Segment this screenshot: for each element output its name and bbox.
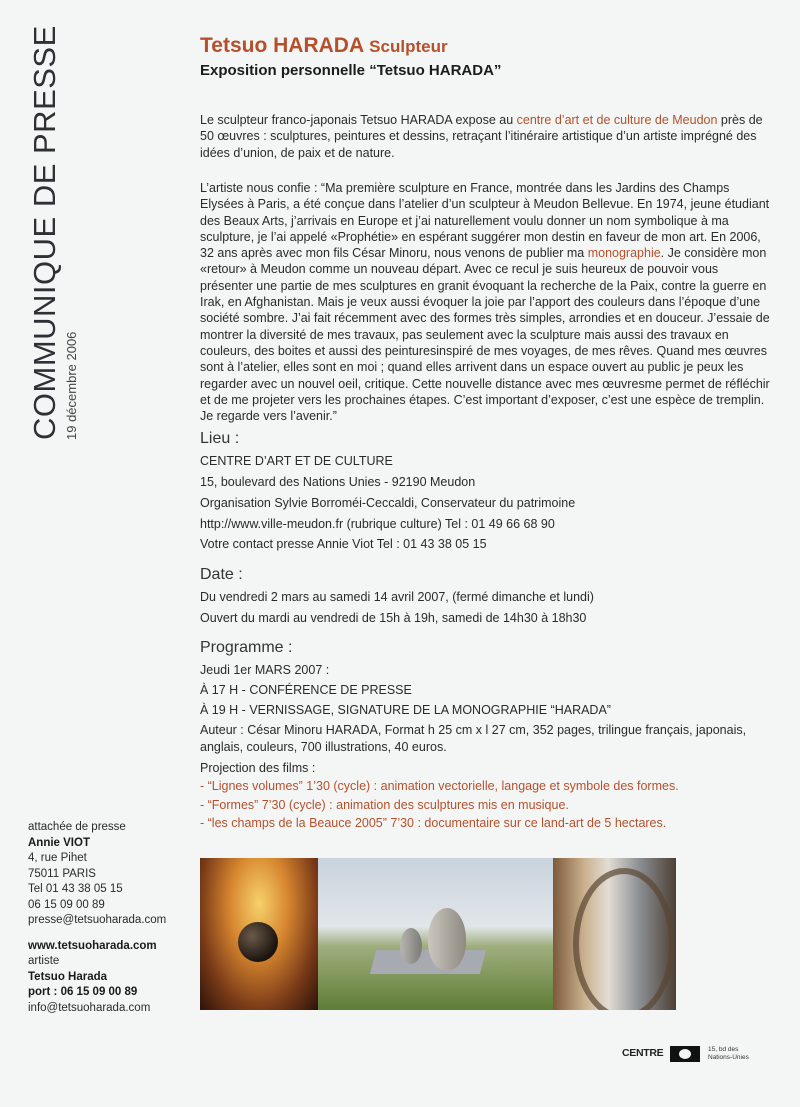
intro-paragraph bbox=[200, 112, 770, 161]
meudon-centre-link[interactable]: centre d’art et de culture de Meudon bbox=[516, 113, 718, 127]
press-city: 75011 PARIS bbox=[28, 867, 96, 880]
film-item: - “Lignes volumes” 1’30 (cycle) : animation vectorielle, langage et symbole des formes. bbox=[200, 779, 679, 793]
press-mobile: 06 15 09 00 89 bbox=[28, 898, 105, 911]
programme-event: À 17 H - CONFÉRENCE DE PRESSE bbox=[200, 683, 412, 697]
contact-sidebar bbox=[28, 820, 188, 1016]
date-line: Du vendredi 2 mars au samedi 14 avril 2007, (fermé dimanche et lundi) bbox=[200, 590, 594, 604]
lieu-line: CENTRE D’ART ET DE CULTURE bbox=[200, 454, 393, 468]
artist-name: Tetsuo HARADA bbox=[200, 34, 364, 57]
logo-address-line: Nations-Unies bbox=[708, 1054, 749, 1061]
programme-auteur: anglais, couleurs, 700 illustrations, 40 euros. bbox=[200, 740, 447, 754]
quote-paragraph bbox=[200, 180, 772, 424]
press-role: attachée de presse bbox=[28, 821, 126, 833]
artist-port: port : 06 15 09 00 89 bbox=[28, 986, 138, 998]
date-line: Ouvert du mardi au vendredi de 15h à 19h, samedi de 14h30 à 18h30 bbox=[200, 611, 587, 625]
monographie-link[interactable]: monographie bbox=[587, 246, 661, 261]
fire-sculpture-photo bbox=[200, 858, 318, 1010]
logo-word: CENTRE bbox=[622, 1047, 664, 1059]
programme-auteur: Auteur : César Minoru HARADA, Format h 25 cm x l 27 cm, 352 pages, trilingue français, japonais, bbox=[200, 723, 747, 737]
lieu-line: Organisation Sylvie Borroméi-Ceccaldi, Conservateur du patrimoine bbox=[200, 496, 576, 510]
date-heading: Date : bbox=[200, 566, 243, 583]
film-item: - “les champs de la Beauce 2005” 7’30 : documentaire sur ce land-art de 5 hectares. bbox=[200, 816, 667, 830]
centre-art-logo bbox=[622, 1044, 767, 1066]
programme-heading: Programme : bbox=[200, 639, 293, 656]
programme-event: À 19 H - VERNISSAGE, SIGNATURE DE LA MONOGRAPHIE “HARADA” bbox=[200, 703, 611, 717]
vertical-header bbox=[27, 25, 88, 440]
lieu-line: 15, boulevard des Nations Unies - 92190 Meudon bbox=[200, 475, 476, 489]
artist-role: Sculpteur bbox=[369, 37, 448, 56]
artist-email[interactable]: info@tetsuoharada.com bbox=[28, 1001, 151, 1014]
lieu-heading: Lieu : bbox=[200, 430, 240, 447]
website-link[interactable]: www.tetsuoharada.com bbox=[28, 939, 157, 952]
intro-text-before: Le sculpteur franco-japonais Tetsuo HARADA expose au bbox=[200, 113, 517, 127]
film-item: - “Formes” 7’30 (cycle) : animation des sculptures mis en musique. bbox=[200, 798, 569, 812]
logo-address-line: 15, bd des bbox=[708, 1046, 739, 1053]
press-email[interactable]: presse@tetsuoharada.com bbox=[28, 914, 167, 926]
artist-role-label: artiste bbox=[28, 955, 60, 967]
exhibition-subtitle: Exposition personnelle “Tetsuo HARADA” bbox=[200, 62, 502, 79]
press-release-date: 19 décembre 2006 bbox=[64, 331, 79, 440]
logo-address bbox=[708, 1046, 749, 1062]
press-tel: Tel 01 43 38 05 15 bbox=[28, 883, 123, 895]
quote-text-before: L’artiste nous confie : “Ma première sculpture en France, montrée dans les Jardins des Champs Elysées à Paris, a été conçue dans l’atelier d’un sculpteur à Meudon Bellevue. En 1974, jeune étudiant des Beaux Arts, j’arrivais en Europe et j’ai naturellement voulu donner un nom symbolique à ma sculpture, je l’ai appelé «Prophétie» en espérant suggérer mon destin en faveur de mon art. En 2006, 32 ans après avec mon fils César Minoru, nous venons de publier ma bbox=[200, 181, 770, 261]
artist-title bbox=[200, 34, 775, 58]
lieu-line: Votre contact presse Annie Viot Tel : 01 43 38 05 15 bbox=[200, 537, 487, 551]
programme-day: Jeudi 1er MARS 2007 : bbox=[200, 663, 330, 677]
field-sculpture-photo bbox=[318, 858, 553, 1010]
press-release-title: COMMUNIQUE DE PRESSE bbox=[27, 25, 62, 440]
films-heading: Projection des films : bbox=[200, 761, 316, 775]
artist-contact-name: Tetsuo Harada bbox=[28, 970, 108, 983]
quote-text-after: . Je considère mon «retour» à Meudon comme un nouveau départ. Avec ce recul je suis heureux de pouvoir vous présenter une partie de mes sculptures en granit évoquant la recherche de la Paix, contre la guerre en Irak, en Afghanistan. Mais je veux aussi évoquer la joie par l’apport des couleurs dans l’époque d’une société sombre. J’ai fait récemment avec des formes très simples, arrondies et en douceur. J’essaie de montrer la diversité de mes travaux, pas seulement avec la sculpture mais aussi des travaux en couleurs, des boites et aussi des peinturesinspiré de mes voyages, de mes rêves. Quand mes œuvres sont à l’atelier, elles sont en moi ; quand elles arrivent dans un espace ouvert au public je peux les regarder avec un nouvel oeil, critique. Cette nouvelle distance avec mes œuvresme permet de réfléchir et de me projeter vers les prochaines étapes. C’est important d’exposer, c’est une espèce de tremplin. Je regarde vers l’avenir.” bbox=[200, 246, 770, 424]
press-contact-name: Annie VIOT bbox=[28, 836, 90, 849]
photo-strip bbox=[200, 858, 676, 1010]
lieu-website-line[interactable]: http://www.ville-meudon.fr (rubrique culture) Tel : 01 49 66 68 90 bbox=[200, 517, 555, 531]
press-street: 4, rue Pihet bbox=[28, 852, 87, 864]
closeup-sculpture-photo bbox=[553, 858, 676, 1010]
logo-mark-icon bbox=[670, 1046, 700, 1062]
main-content bbox=[200, 34, 775, 830]
intro-text-after: près de 50 œuvres : sculptures, peintures et dessins, retraçant l’itinéraire artistique d’un artiste imprégné des idées d’union, de paix et de nature. bbox=[200, 113, 763, 160]
